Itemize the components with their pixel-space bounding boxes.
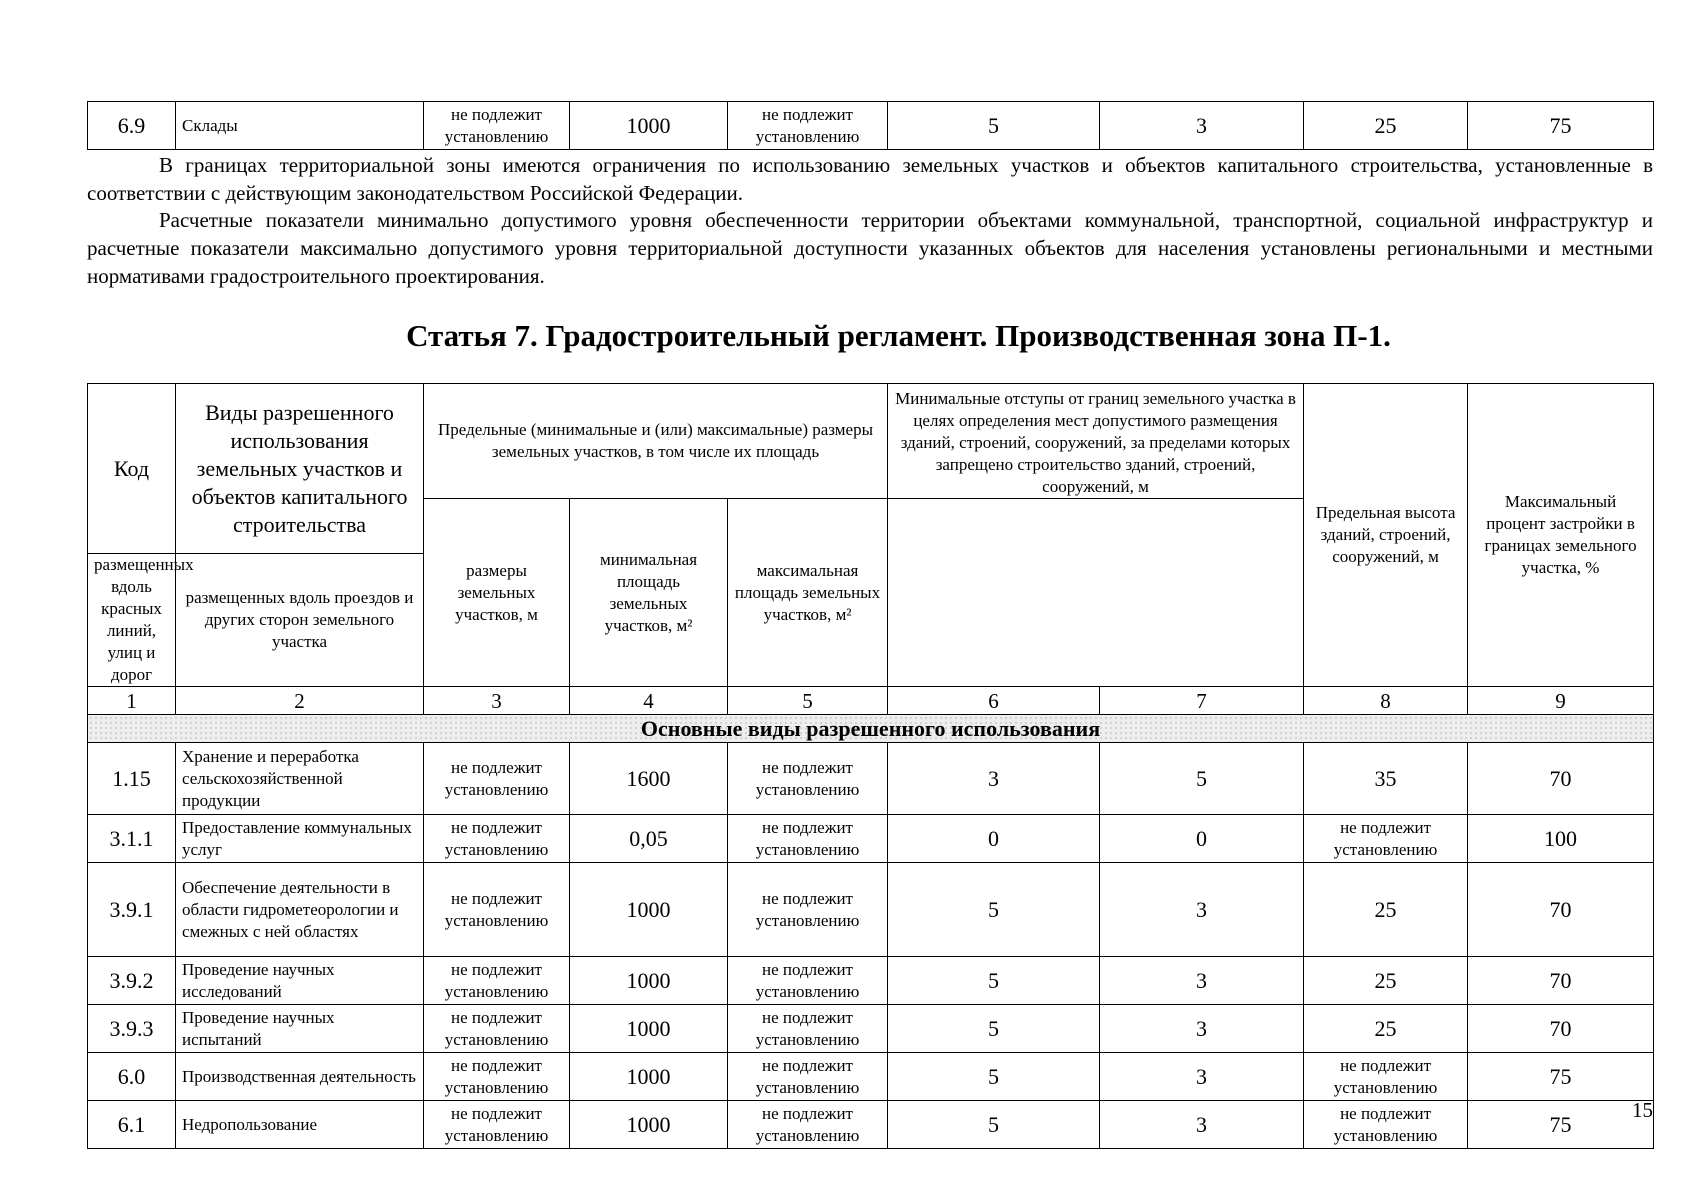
percent-cell: 75 xyxy=(1468,1053,1654,1101)
min-area-cell: 1000 xyxy=(570,957,728,1005)
indicators-paragraph-text: Расчетные показатели минимально допустимого уровня обеспеченности территории объектами коммунальной, транспортной, социальной инфраструктур и расчетные показатели максимально допустимого уровня территориальной доступности указанных объектов для населения установлены региональными и местными нормативами градостроительного проектирования. xyxy=(87,208,1653,288)
code-cell: 3.9.3 xyxy=(88,1005,176,1053)
header-max-area: максимальная площадь земельных участков, м² xyxy=(728,499,888,687)
page-number: 15 xyxy=(1632,1098,1653,1122)
size-cell: не подлежит установлению xyxy=(424,1005,570,1053)
code-cell: 3.9.1 xyxy=(88,863,176,957)
table-row xyxy=(88,743,1654,815)
code-cell: 3.1.1 xyxy=(88,815,176,863)
height-cell: не подлежит установлению xyxy=(1304,1101,1468,1149)
height-cell: 35 xyxy=(1304,743,1468,815)
height-cell: 25 xyxy=(1304,1005,1468,1053)
section-row xyxy=(88,715,1654,743)
max-area-cell: не подлежит установлению xyxy=(728,863,888,957)
column-number: 7 xyxy=(1100,687,1304,715)
height-cell: не подлежит установлению xyxy=(1304,1053,1468,1101)
max-area-cell: не подлежит установлению xyxy=(728,743,888,815)
header-setback-other: размещенных вдоль проездов и других сторон земельного участка xyxy=(176,554,424,687)
column-number: 5 xyxy=(728,687,888,715)
size-cell: не подлежит установлению xyxy=(424,957,570,1005)
code-cell: 3.9.2 xyxy=(88,957,176,1005)
max-area-cell: не подлежит установлению xyxy=(728,1053,888,1101)
table-row xyxy=(88,957,1654,1005)
percent-cell: 70 xyxy=(1468,957,1654,1005)
indicators-paragraph xyxy=(87,206,1653,290)
column-number: 4 xyxy=(570,687,728,715)
size-cell: не подлежит установлению xyxy=(424,1053,570,1101)
setback-red-cell: 5 xyxy=(888,102,1100,150)
setback-other-cell: 0 xyxy=(1100,815,1304,863)
max-area-cell: не подлежит установлению xyxy=(728,957,888,1005)
regulations-table xyxy=(87,383,1654,1149)
name-cell: Проведение научных испытаний xyxy=(176,1005,424,1053)
header-setback-red: размещенных вдоль красных линий, улиц и дорог xyxy=(88,554,176,687)
size-cell: не подлежит установлению xyxy=(424,863,570,957)
setback-other-cell: 3 xyxy=(1100,102,1304,150)
table-row xyxy=(88,1101,1654,1149)
percent-cell: 70 xyxy=(1468,863,1654,957)
percent-cell: 70 xyxy=(1468,743,1654,815)
name-cell: Проведение научных исследований xyxy=(176,957,424,1005)
name-cell: Склады xyxy=(176,102,424,150)
column-number: 8 xyxy=(1304,687,1468,715)
max-area-cell: не подлежит установлению xyxy=(728,102,888,150)
restrictions-paragraph xyxy=(87,151,1653,207)
percent-cell: 75 xyxy=(1468,102,1654,150)
name-cell: Хранение и переработка сельскохозяйственной продукции xyxy=(176,743,424,815)
setback-red-cell: 5 xyxy=(888,957,1100,1005)
setback-other-cell: 3 xyxy=(1100,863,1304,957)
setback-other-cell: 3 xyxy=(1100,1053,1304,1101)
article-heading: Статья 7. Градостроительный регламент. Производственная зона П-1. xyxy=(406,318,1391,353)
setback-other-cell: 3 xyxy=(1100,1101,1304,1149)
percent-cell: 70 xyxy=(1468,1005,1654,1053)
header-height: Предельная высота зданий, строений, сооружений, м xyxy=(1304,384,1468,687)
column-number: 3 xyxy=(424,687,570,715)
column-number: 9 xyxy=(1468,687,1654,715)
restrictions-paragraph-text: В границах территориальной зоны имеются ограничения по использованию земельных участков и объектов капитального строительства, установленные в соответствии с действующим законодательством Российской Федерации. xyxy=(87,153,1653,205)
min-area-cell: 1000 xyxy=(570,102,728,150)
max-area-cell: не подлежит установлению xyxy=(728,1005,888,1053)
code-cell: 1.15 xyxy=(88,743,176,815)
name-cell: Предоставление коммунальных услуг xyxy=(176,815,424,863)
column-number: 6 xyxy=(888,687,1100,715)
setback-red-cell: 5 xyxy=(888,1053,1100,1101)
column-numbers-row xyxy=(88,687,1654,715)
name-cell: Недропользование xyxy=(176,1101,424,1149)
setback-red-cell: 5 xyxy=(888,863,1100,957)
height-cell: 25 xyxy=(1304,102,1468,150)
header-types: Виды разрешенного использования земельных участков и объектов капитального строительства xyxy=(176,384,424,554)
percent-cell: 75 xyxy=(1468,1101,1654,1149)
code-cell: 6.0 xyxy=(88,1053,176,1101)
setback-other-cell: 3 xyxy=(1100,957,1304,1005)
height-cell: 25 xyxy=(1304,863,1468,957)
setback-red-cell: 5 xyxy=(888,1005,1100,1053)
height-cell: не подлежит установлению xyxy=(1304,815,1468,863)
table-row xyxy=(88,863,1654,957)
setback-red-cell: 3 xyxy=(888,743,1100,815)
min-area-cell: 1000 xyxy=(570,1053,728,1101)
continuation-table xyxy=(87,101,1654,150)
column-number: 1 xyxy=(88,687,176,715)
max-area-cell: не подлежит установлению xyxy=(728,815,888,863)
header-code: Код xyxy=(88,384,176,554)
name-cell: Производственная деятельность xyxy=(176,1053,424,1101)
header-min-area: минимальная площадь земельных участков, м² xyxy=(570,499,728,687)
header-row xyxy=(88,384,1654,499)
name-cell: Обеспечение деятельности в области гидрометеорологии и смежных с ней областях xyxy=(176,863,424,957)
percent-cell: 100 xyxy=(1468,815,1654,863)
table-row xyxy=(88,102,1654,150)
table-row xyxy=(88,815,1654,863)
column-number: 2 xyxy=(176,687,424,715)
min-area-cell: 1600 xyxy=(570,743,728,815)
setback-other-cell: 3 xyxy=(1100,1005,1304,1053)
min-area-cell: 1000 xyxy=(570,1005,728,1053)
setback-red-cell: 0 xyxy=(888,815,1100,863)
min-area-cell: 1000 xyxy=(570,863,728,957)
code-cell: 6.9 xyxy=(88,102,176,150)
header-limits-group: Предельные (минимальные и (или) максимальные) размеры земельных участков, в том числе их площадь xyxy=(424,384,888,499)
code-cell: 6.1 xyxy=(88,1101,176,1149)
size-cell: не подлежит установлению xyxy=(424,102,570,150)
min-area-cell: 0,05 xyxy=(570,815,728,863)
height-cell: 25 xyxy=(1304,957,1468,1005)
table-row xyxy=(88,1053,1654,1101)
size-cell: не подлежит установлению xyxy=(424,743,570,815)
size-cell: не подлежит установлению xyxy=(424,1101,570,1149)
header-size: размеры земельных участков, м xyxy=(424,499,570,687)
table-row xyxy=(88,1005,1654,1053)
max-area-cell: не подлежит установлению xyxy=(728,1101,888,1149)
header-setbacks-group: Минимальные отступы от границ земельного участка в целях определения мест допустимого размещения зданий, строений, сооружений, за пределами которых запрещено строительство зданий, строений, сооружений, м xyxy=(888,384,1304,499)
setback-red-cell: 5 xyxy=(888,1101,1100,1149)
section-title: Основные виды разрешенного использования xyxy=(88,715,1654,743)
header-percent: Максимальный процент застройки в границах земельного участка, % xyxy=(1468,384,1654,687)
min-area-cell: 1000 xyxy=(570,1101,728,1149)
size-cell: не подлежит установлению xyxy=(424,815,570,863)
setback-other-cell: 5 xyxy=(1100,743,1304,815)
